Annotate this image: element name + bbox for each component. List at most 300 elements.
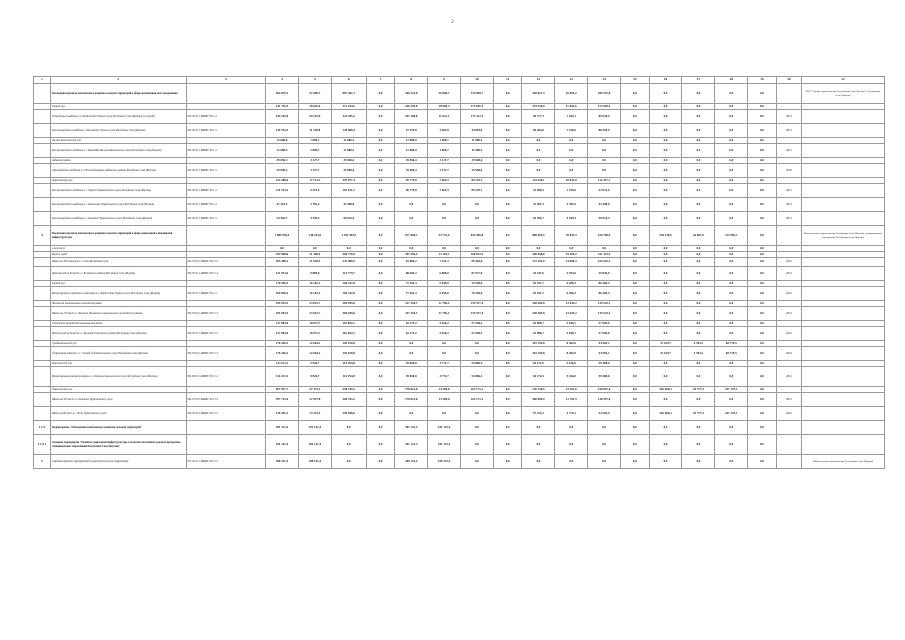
amount-cell: 0,0: [715, 421, 748, 435]
amount-cell: 221 313,3: [588, 252, 621, 258]
amount-cell: 0,0: [493, 267, 522, 281]
amount-cell: 36 006,1: [428, 84, 461, 104]
amount-cell: 4 779,1: [555, 407, 588, 421]
amount-cell: 163 670,8: [331, 347, 366, 361]
amount-cell: 198 847,0: [588, 387, 621, 393]
amount-cell: 86 384,4: [588, 287, 621, 301]
row-index: 4: [34, 226, 51, 246]
amount-cell: 0,0: [649, 198, 682, 212]
row-index: 1.1.5: [34, 421, 51, 435]
amount-cell: 7 942,2: [555, 110, 588, 124]
amount-cell: 0,0: [715, 246, 748, 252]
amount-cell: 52 731,0: [428, 226, 461, 246]
responsible-party: [802, 347, 885, 361]
amount-cell: 88 594,0: [588, 124, 621, 138]
table-row: [34, 124, 885, 138]
amount-cell: 180 141,4: [266, 455, 299, 469]
row-name: Благоустройство кладбища в с. Хатылыма Чурапчинского улуса Республики Саха (Якутия): [50, 198, 186, 212]
responsible-party: ГКУ "Служба строительства Республики Саха (Якутия)" в Республике Саха (Якутия): [802, 84, 885, 104]
row-name: Детский сад на 60 мест в с. Жилинда Оленекского района Республики Саха (Якутия): [50, 327, 186, 341]
amount-cell: 0,0: [748, 212, 777, 226]
amount-cell: 11 612,1: [428, 110, 461, 124]
amount-cell: 0,0: [395, 347, 428, 361]
amount-cell: 0,0: [522, 421, 555, 435]
amount-cell: 0,0: [649, 267, 682, 281]
amount-cell: 0,0: [715, 158, 748, 164]
row-index: [34, 124, 51, 138]
amount-cell: 0,0: [748, 435, 777, 455]
amount-cell: 0,0: [366, 144, 395, 158]
amount-cell: 336 130,5: [649, 226, 682, 246]
amount-cell: 1 000,7: [428, 138, 461, 144]
amount-cell: 0,0: [555, 158, 588, 164]
amount-cell: 0,0: [649, 124, 682, 138]
amount-cell: 173 412,3: [461, 110, 494, 124]
amount-cell: 0,0: [493, 347, 522, 361]
amount-cell: 0,0: [682, 178, 715, 184]
table-row: [34, 226, 885, 246]
amount-cell: 39 096,3: [266, 164, 299, 178]
amount-cell: 0,0: [682, 301, 715, 307]
column-number: 3: [186, 77, 265, 84]
budget-code: 061 07 02 1448081718 1 12: [186, 407, 265, 421]
amount-cell: 23 968,3: [522, 184, 555, 198]
responsible-party: [802, 367, 885, 387]
amount-cell: 0,0: [428, 246, 461, 252]
amount-cell: 0,0: [748, 164, 777, 178]
amount-cell: 392 008,0: [266, 252, 299, 258]
amount-cell: 0,0: [366, 226, 395, 246]
amount-cell: 0,0: [715, 178, 748, 184]
amount-cell: 0,0: [366, 246, 395, 252]
amount-cell: 0,0: [682, 164, 715, 178]
amount-cell: 0,0: [715, 144, 748, 158]
amount-cell: 59 408,6: [588, 367, 621, 387]
amount-cell: 4 772,7: [428, 361, 461, 367]
amount-cell: 148 384,8: [522, 301, 555, 307]
amount-cell: 341 735,5: [266, 104, 299, 110]
amount-cell: 0,0: [748, 361, 777, 367]
amount-cell: 94 983,2: [588, 347, 621, 361]
amount-cell: 0,0: [493, 226, 522, 246]
amount-cell: 0,0: [493, 341, 522, 347]
amount-cell: 0,0: [555, 455, 588, 469]
amount-cell: 0,0: [682, 144, 715, 158]
row-name: Реализация проектов комплексного развития сельских территорий в сфере социальной и инженерной инфраструктуры: [50, 226, 186, 246]
amount-cell: 0,0: [715, 287, 748, 301]
table-row: [34, 164, 885, 178]
amount-cell: 0,0: [331, 455, 366, 469]
amount-cell: 0,0: [748, 138, 777, 144]
amount-cell: 160 412,8: [331, 281, 366, 287]
amount-cell: 0,0: [621, 164, 650, 178]
row-name: Реконструкция центра культуры в с. Октемцы Хангаласского улуса Республики Саха (Якутия): [50, 367, 186, 387]
amount-cell: 0,0: [366, 124, 395, 138]
amount-cell: 172 099,5: [588, 104, 621, 110]
amount-cell: 0,0: [682, 421, 715, 435]
amount-cell: 0,0: [682, 281, 715, 287]
amount-cell: 0,0: [748, 84, 777, 104]
responsible-party: [802, 164, 885, 178]
amount-cell: 0,0: [682, 367, 715, 387]
amount-cell: 311 194,6: [331, 104, 366, 110]
amount-cell: 94 983,2: [588, 341, 621, 347]
amount-cell: 247 000,5: [331, 258, 366, 267]
column-number: 15: [621, 77, 650, 84]
amount-cell: 0,0: [555, 246, 588, 252]
amount-cell: 0,0: [493, 184, 522, 198]
amount-cell: 1 000,7: [298, 144, 331, 158]
amount-cell: 0,0: [621, 301, 650, 307]
amount-cell: 0,0: [649, 164, 682, 178]
amount-cell: 0,0: [493, 393, 522, 407]
amount-cell: 0,0: [366, 184, 395, 198]
amount-cell: 0,0: [621, 393, 650, 407]
program-funding-table: [33, 76, 885, 469]
budget-code: [186, 435, 265, 455]
amount-cell: 119 741,6: [266, 184, 299, 198]
row-index: [34, 212, 51, 226]
amount-cell: 607 927,7: [266, 387, 299, 393]
amount-cell: 0,0: [493, 252, 522, 258]
amount-cell: 0,0: [366, 341, 395, 347]
amount-cell: 0,0: [748, 367, 777, 387]
amount-cell: 27 057,8: [298, 393, 331, 407]
amount-cell: 0,0: [366, 387, 395, 393]
amount-cell: 54 886,3: [461, 367, 494, 387]
amount-cell: 89 129,7: [461, 184, 494, 198]
amount-cell: 54 365,7: [522, 212, 555, 226]
amount-cell: 47 373,3: [298, 387, 331, 393]
amount-cell: 114 294,8: [331, 361, 366, 367]
column-number: 18: [715, 77, 748, 84]
amount-cell: 0,0: [748, 407, 777, 421]
amount-cell: 0,0: [395, 407, 428, 421]
amount-cell: 1 704 459,5: [331, 226, 366, 246]
amount-cell: 59 650,8: [395, 361, 428, 367]
amount-cell: 148 233,0: [298, 226, 331, 246]
amount-cell: 0,0: [588, 144, 621, 158]
completion-year: [776, 421, 801, 435]
row-name: Школа на 80 мест в с. Ҥоло Чурапчинского улуса: [50, 407, 186, 421]
amount-cell: 0,0: [461, 212, 494, 226]
amount-cell: 101 168,8: [395, 110, 428, 124]
budget-code: 061 02 01 1448081718 1 4: [186, 144, 265, 158]
amount-cell: 0,0: [748, 110, 777, 124]
amount-cell: 124 211,5: [266, 361, 299, 367]
amount-cell: 1 889 550,5: [266, 226, 299, 246]
amount-cell: 200 608,0: [522, 252, 555, 258]
amount-cell: 0,0: [649, 252, 682, 258]
budget-code: [186, 84, 265, 104]
amount-cell: 0,0: [493, 104, 522, 110]
column-number: 20: [776, 77, 801, 84]
amount-cell: 169 826,3: [266, 287, 299, 301]
amount-cell: 57 233,3: [522, 407, 555, 421]
amount-cell: 0,0: [621, 226, 650, 246]
amount-cell: 0,0: [461, 341, 494, 347]
responsible-party: [802, 198, 885, 212]
amount-cell: 135 577,4: [461, 307, 494, 321]
amount-cell: 0,0: [649, 104, 682, 110]
row-index: [34, 198, 51, 212]
amount-cell: 181 141,4: [395, 421, 428, 435]
table-row: [34, 393, 885, 407]
completion-year: 2021: [776, 110, 801, 124]
amount-cell: 0,0: [682, 198, 715, 212]
amount-cell: 6 495,0: [428, 287, 461, 301]
amount-cell: 0,0: [522, 158, 555, 164]
column-number: 9: [428, 77, 461, 84]
amount-cell: 360 704,2: [331, 393, 366, 407]
amount-cell: 9 926,7: [298, 361, 331, 367]
row-name: в том числе: [50, 246, 186, 252]
amount-cell: 0,0: [621, 246, 650, 252]
amount-cell: 0,0: [493, 321, 522, 327]
row-name: Чурапчинский улус: [50, 178, 186, 184]
table-row: [34, 347, 885, 361]
completion-year: 2021: [776, 367, 801, 387]
amount-cell: 10 072,7: [298, 327, 331, 341]
amount-cell: 0,0: [522, 164, 555, 178]
responsible-party: [802, 407, 885, 421]
amount-cell: 168 012,3: [461, 252, 494, 258]
amount-cell: 0,0: [428, 198, 461, 212]
amount-cell: 0,0: [366, 287, 395, 301]
amount-cell: 12 680,0: [266, 138, 299, 144]
completion-year: [776, 455, 801, 469]
amount-cell: 44 095,0: [461, 124, 494, 138]
amount-cell: 0,0: [649, 321, 682, 327]
amount-cell: 12 645,2: [555, 307, 588, 321]
amount-cell: 54 365,7: [266, 212, 299, 226]
amount-cell: 0,0: [682, 158, 715, 164]
amount-cell: 10 047,8: [555, 178, 588, 184]
amount-cell: 0,0: [555, 144, 588, 158]
amount-cell: 57 000,7: [298, 84, 331, 104]
amount-cell: 0,0: [493, 124, 522, 138]
amount-cell: 163 171,2: [461, 387, 494, 393]
amount-cell: 18 006,3: [428, 104, 461, 110]
amount-cell: 0,0: [493, 455, 522, 469]
amount-cell: 0,0: [522, 138, 555, 144]
amount-cell: 164 422,2: [588, 258, 621, 267]
amount-cell: 0,0: [748, 104, 777, 110]
amount-cell: 0,0: [493, 178, 522, 184]
amount-cell: 0,0: [715, 361, 748, 367]
amount-cell: 3 782,5: [298, 198, 331, 212]
amount-cell: 0,0: [649, 435, 682, 455]
amount-cell: 0,0: [715, 267, 748, 281]
amount-cell: 68 779,5: [715, 341, 748, 347]
amount-cell: 12 781,9: [555, 393, 588, 407]
completion-year: 2021: [776, 144, 801, 158]
amount-cell: 0,0: [493, 198, 522, 212]
responsible-party: [802, 258, 885, 267]
amount-cell: 170 956,3: [266, 281, 299, 287]
amount-cell: 103 159,8: [522, 347, 555, 361]
column-number: 6: [331, 77, 366, 84]
amount-cell: 0,0: [621, 84, 650, 104]
amount-cell: 7 663,5: [428, 178, 461, 184]
amount-cell: 624 456,8: [461, 226, 494, 246]
amount-cell: 0,0: [748, 258, 777, 267]
amount-cell: 0,0: [588, 455, 621, 469]
amount-cell: 0,0: [682, 246, 715, 252]
table-body: [34, 77, 885, 469]
amount-cell: 64 174,5: [522, 361, 555, 367]
amount-cell: 0,0: [331, 421, 366, 435]
amount-cell: 1 000,7: [428, 144, 461, 158]
amount-cell: 0,0: [621, 307, 650, 321]
amount-cell: 4 393,2: [682, 341, 715, 347]
amount-cell: 81 917,0: [461, 267, 494, 281]
amount-cell: 39 096,3: [395, 164, 428, 178]
amount-cell: 23 291,5: [298, 407, 331, 421]
amount-cell: 0,0: [621, 361, 650, 367]
amount-cell: 116 852,2: [331, 321, 366, 327]
amount-cell: 73 169,7: [649, 341, 682, 347]
responsible-party: [802, 110, 885, 124]
amount-cell: 7 250,0: [555, 124, 588, 138]
amount-cell: 135 577,4: [461, 301, 494, 307]
amount-cell: 0,0: [682, 124, 715, 138]
amount-cell: 147 344,7: [395, 301, 428, 307]
amount-cell: 86 384,4: [588, 281, 621, 287]
amount-cell: 16 181,5: [298, 287, 331, 301]
amount-cell: 180 141,4: [428, 455, 461, 469]
amount-cell: 0,0: [715, 252, 748, 258]
amount-cell: 70 258,0: [461, 287, 494, 301]
amount-cell: 160 896,9: [522, 393, 555, 407]
amount-cell: 5 026,2: [428, 321, 461, 327]
amount-cell: 0,0: [682, 455, 715, 469]
amount-cell: 0,0: [748, 252, 777, 258]
amount-cell: 258 027,3: [522, 84, 555, 104]
budget-code: [186, 421, 265, 435]
amount-cell: 209 257,8: [588, 84, 621, 104]
amount-cell: 0,0: [621, 287, 650, 301]
amount-cell: 0,0: [748, 178, 777, 184]
amount-cell: 0,0: [682, 258, 715, 267]
column-number: 5: [298, 77, 331, 84]
column-number: 11: [493, 77, 522, 84]
amount-cell: 0,0: [715, 84, 748, 104]
amount-cell: 0,0: [266, 246, 299, 252]
amount-cell: 310 281,2: [266, 407, 299, 421]
amount-cell: 0,0: [649, 184, 682, 198]
row-name: Школа на 180 учащихся в с. Усть-Вилюйская улуса: [50, 258, 186, 267]
amount-cell: 222 285,2: [331, 110, 366, 124]
amount-cell: 7 431,2: [428, 258, 461, 267]
amount-cell: 0,0: [748, 421, 777, 435]
table-row: [34, 455, 885, 469]
amount-cell: 0,0: [366, 455, 395, 469]
amount-cell: 57 948,2: [461, 327, 494, 341]
amount-cell: 0,0: [748, 307, 777, 321]
amount-cell: 0,0: [461, 246, 494, 252]
row-index: 1.1.5.1: [34, 435, 51, 455]
budget-code: 061 08 01 1448081718 1 12: [186, 367, 265, 387]
page-number: 2: [451, 20, 454, 25]
amount-cell: 136 130,5: [522, 387, 555, 393]
row-index: [34, 110, 51, 124]
amount-cell: 0,0: [366, 84, 395, 104]
table-row: [34, 327, 885, 341]
amount-cell: 0,0: [621, 110, 650, 124]
amount-cell: 0,0: [682, 327, 715, 341]
amount-cell: 178 821,8: [395, 387, 428, 393]
amount-cell: 0,0: [748, 198, 777, 212]
amount-cell: 180 141,4: [298, 455, 331, 469]
amount-cell: 0,0: [649, 144, 682, 158]
table-row: [34, 307, 885, 321]
amount-cell: 181 141,4: [266, 435, 299, 455]
row-index: [34, 367, 51, 387]
amount-cell: 5 166,0: [555, 361, 588, 367]
amount-cell: 0,0: [588, 421, 621, 435]
amount-cell: 0,0: [366, 421, 395, 435]
responsible-party: [802, 267, 885, 281]
amount-cell: 0,0: [621, 321, 650, 327]
amount-cell: 0,0: [715, 164, 748, 178]
amount-cell: 127 083,0: [266, 327, 299, 341]
amount-cell: 47 070,8: [395, 124, 428, 138]
amount-cell: 5 046,7: [555, 321, 588, 327]
amount-cell: 0,0: [522, 144, 555, 158]
amount-cell: 0,0: [715, 393, 748, 407]
budget-code: [186, 226, 265, 246]
table-row: [34, 421, 885, 435]
row-name: Среднеколымский улус: [50, 341, 186, 347]
table-row: [34, 84, 885, 104]
amount-cell: 73 169,7: [649, 347, 682, 361]
amount-cell: 0,0: [493, 212, 522, 226]
amount-cell: 0,0: [621, 367, 650, 387]
amount-cell: 0,0: [748, 301, 777, 307]
amount-cell: 262 900,3: [649, 387, 682, 393]
amount-cell: 50 016,4: [331, 212, 366, 226]
amount-cell: 0,0: [748, 246, 777, 252]
amount-cell: 319 969,7: [461, 84, 494, 104]
amount-cell: 59 650,8: [395, 367, 428, 387]
amount-cell: 0,0: [522, 455, 555, 469]
amount-cell: 0,0: [715, 110, 748, 124]
amount-cell: 0,0: [715, 281, 748, 287]
amount-cell: 5 166,0: [555, 367, 588, 387]
amount-cell: 397 722,0: [266, 393, 299, 407]
amount-cell: 0,0: [649, 287, 682, 301]
amount-cell: 8 282,0: [555, 347, 588, 361]
amount-cell: 147 344,7: [395, 307, 428, 321]
amount-cell: 0,0: [555, 435, 588, 455]
amount-cell: 0,0: [588, 158, 621, 164]
row-index: [34, 144, 51, 158]
amount-cell: 0,0: [715, 301, 748, 307]
amount-cell: 43 498,8: [331, 198, 366, 212]
amount-cell: 0,0: [621, 387, 650, 393]
amount-cell: 114 347,7: [588, 178, 621, 184]
row-index: [34, 347, 51, 361]
amount-cell: 64 174,5: [522, 367, 555, 387]
row-index: 5: [34, 455, 51, 469]
amount-cell: 265 408,2: [266, 258, 299, 267]
amount-cell: 89 038,9: [588, 110, 621, 124]
amount-cell: 0,0: [649, 258, 682, 267]
amount-cell: 0,0: [366, 258, 395, 267]
amount-cell: 0,0: [461, 455, 494, 469]
amount-cell: 128 600,4: [331, 124, 366, 138]
